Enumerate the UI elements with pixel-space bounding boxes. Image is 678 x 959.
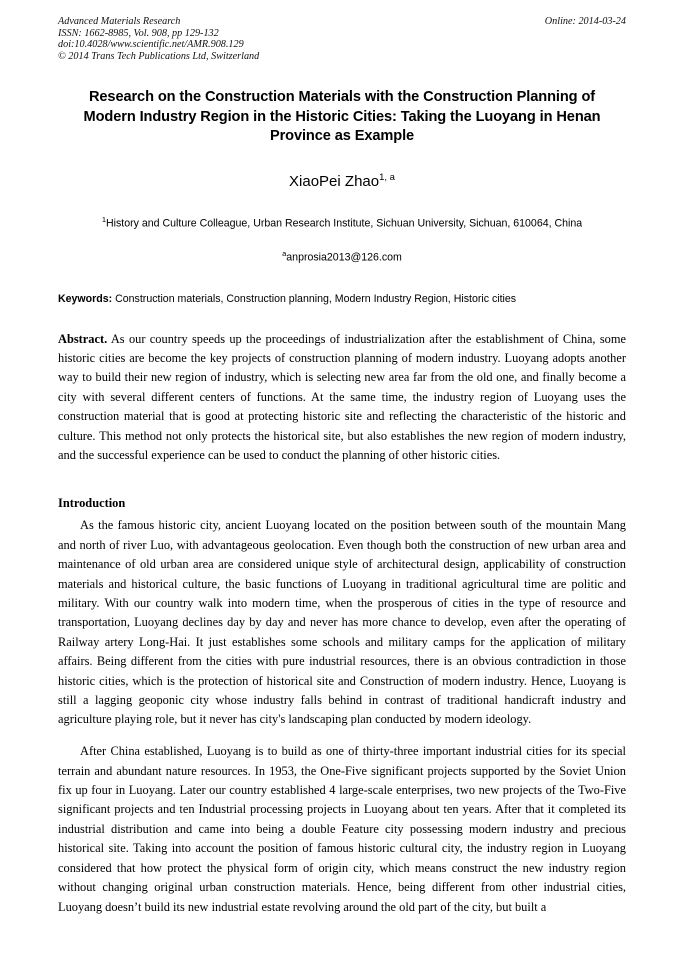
journal-copyright-line: © 2014 Trans Tech Publications Ltd, Switzerland — [58, 50, 260, 62]
keywords-label: Keywords: — [58, 292, 113, 305]
journal-header — [58, 16, 626, 66]
keywords-text: Construction materials, Construction planning, Modern Industry Region, Historic cities — [112, 292, 517, 305]
abstract-label: Abstract. — [58, 331, 108, 346]
introduction-paragraph-1: As the famous historic city, ancient Luoyang located on the position between south of the mountain Mang and north of river Luo, with advantageous geolocation. Even though both the construction of new urban area and maintenance of old urban area are considered unique style of architectural design, applicability of construction materials and historical culture, the basic functions of Luoyang in traditional agricultural time are politic and military. With our country walk into modern time, when the prosperous of cities in the type of resource and transportation, Luoyang declines day by day and never has more chance to develop, even after the operating of Railway artery Long-Hai. It just establishes some schools and military camps for the application of military affairs. Being different from the cities with pure industrial resources, there is an obvious contradiction in those historic cities, which is the protection of historical site and Construction of modern industry. Hence, Luoyang is still a lagging geoponic city whose industry falls behind in contrast of traditional handicraft industry and agriculture playing role, but it never has city's landscaping plan conducted by modern ideology. — [58, 518, 626, 727]
journal-issn-line: ISSN: 1662-8985, Vol. 908, pp 129-132 — [58, 27, 219, 39]
page-title: Research on the Construction Materials with the Construction Planning of Modern Industry Region in the Historic Cities: Taking the Luoyang in Henan Province as Example — [83, 89, 601, 144]
journal-name: Advanced Materials Research — [58, 16, 181, 27]
abstract-text: As our country speeds up the proceedings of industrialization after the establishment of China, some historic cities are become the key projects of construction planning of modern industry. Luoyang adopts another way to build their new region of industry, which is selecting new area far from the old one, and finally become a city with several different centers of functions. At the same time, the industry region of Luoyang uses the construction material that is good at protecting historic site and reflecting the characteristic of the historic and culture. This method not only protects the historical site, but also establishes the new region of modern industry, and the successful experience can be used to conduct the planning of other historic cities. — [58, 331, 626, 462]
online-date: Online: 2014-03-24 — [544, 16, 626, 27]
email-marker: a — [282, 249, 287, 259]
email-line — [58, 246, 626, 266]
introduction-paragraph-2: After China established, Luoyang is to build as one of thirty-three important industrial cities for its special terrain and abundant nature resources. In 1953, the One-Five significant projects supported by the Soviet Union fix up four in Luoyang. Later our country established 4 large-scale enterprises, two new projects of the Two-Five significant projects and ten Industrial processing projects in Luoyang about ten years. After that it completed its industrial distribution and came into being a double Feature city possessing modern industry and precious historical site. Taking into account the position of famous historic cultural city, the industry region in Luoyang considered that how protect the physical form of origin city, which means construct the new industry region without changing original urban construction materials. Hence, being different from other industrial cities, Luoyang doesn’t build its new industrial estate revolving around the old part of the city, but built a — [58, 744, 626, 914]
author-line — [58, 169, 626, 191]
journal-doi-line: doi:10.4028/www.scientific.net/AMR.908.129 — [58, 39, 244, 51]
author-superscript: 1, a — [379, 171, 395, 183]
email-address: anprosia2013@126.com — [286, 251, 402, 264]
section-heading-introduction: Introduction — [58, 496, 126, 511]
journal-header-left — [58, 16, 478, 62]
affiliation-text: History and Culture Colleague, Urban Research Institute, Sichuan University, Sichuan, 610064, China — [105, 217, 583, 230]
keywords-line — [58, 292, 626, 307]
author-name: XiaoPei Zhao — [289, 172, 380, 190]
affiliation-marker: 1 — [101, 214, 106, 224]
affiliation-line — [58, 211, 626, 233]
abstract-paragraph — [58, 330, 626, 466]
